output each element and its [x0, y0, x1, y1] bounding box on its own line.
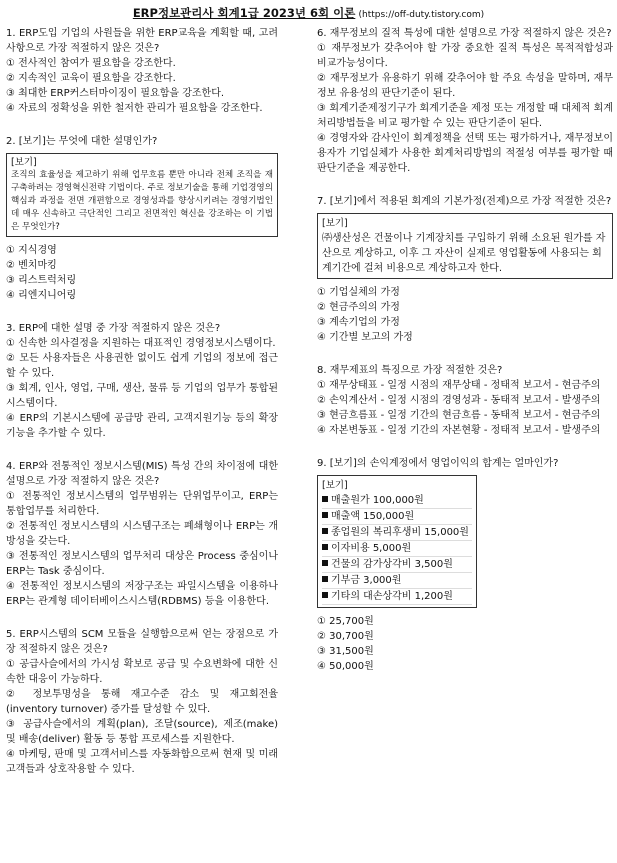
option-3: ③ 전통적인 정보시스템의 업무처리 대상은 Process 중심이나 ERP는 Task 중심이다.	[6, 551, 278, 577]
option-3: ③ 계속기업의 가정	[317, 317, 400, 328]
list-item: 건물의 감가상각비 3,500원	[322, 557, 472, 573]
option-1: ① 신속한 의사결정을 지원하는 대표적인 경영정보시스템이다.	[6, 338, 276, 349]
option-3: ③ 회계기준제정기구가 회계기준을 제정 또는 개정할 때 대체적 회계처리방법들을 비교 평가할 수 있는 판단기준이 된다.	[317, 103, 613, 129]
question-4	[6, 459, 278, 609]
square-bullet-icon	[322, 592, 328, 598]
option-3: ③ 최대한 ERP커스터마이징이 필요함을 강조한다.	[6, 88, 225, 99]
source-url: (https://off-duty.tistory.com)	[358, 10, 485, 20]
option-4: ④ 50,000원	[317, 661, 374, 672]
left-column	[6, 26, 278, 795]
question-text: 1. ERP도입 기업의 사원들을 위한 ERP교육을 계획할 때, 고려사항으로 가장 적절하지 않은 것은?	[6, 28, 278, 54]
option-3: ③ 회계, 인사, 영업, 구매, 생산, 물류 등 기업의 업무가 통합된 시스템이다.	[6, 383, 278, 409]
question-8	[317, 363, 613, 438]
option-1: ① 재무정보가 갖추어야 할 가장 중요한 질적 특성은 목적적합성과 비교가능성이다.	[317, 43, 613, 69]
option-1: ① 전통적인 정보시스템의 업무범위는 단위업무이고, ERP는 통합업무를 처리한다.	[6, 491, 278, 517]
option-2: ② 모든 사용자들은 사용권한 없이도 쉽게 기업의 정보에 접근할 수 있다.	[6, 353, 278, 379]
example-box	[317, 475, 477, 608]
option-4: ④ ERP의 기본시스템에 공급망 관리, 고객지원기능 등의 확장기능을 추가할 수 있다.	[6, 413, 278, 439]
question-text: 9. [보기]의 손익계정에서 영업이익의 합계는 얼마인가?	[317, 458, 559, 469]
question-9	[317, 456, 613, 674]
option-4: ④ 기간별 보고의 가정	[317, 332, 413, 343]
option-2: ② 현금주의의 가정	[317, 302, 400, 313]
list-item: 매출원가 100,000원	[322, 493, 472, 509]
example-box-label: [보기]	[322, 480, 348, 491]
example-box-label: [보기]	[11, 157, 37, 168]
question-text: 7. [보기]에서 적용된 회계의 기본가정(전제)으로 가장 적절한 것은?	[317, 196, 612, 207]
option-3: ③ 공급사슬에서의 계획(plan), 조달(source), 제조(make) 및 배송(deliver) 활동 등 통합 프로세스를 지원한다.	[6, 719, 278, 745]
list-item: 기타의 대손상각비 1,200원	[322, 589, 472, 605]
question-3	[6, 321, 278, 441]
question-7	[317, 194, 613, 345]
square-bullet-icon	[322, 576, 328, 582]
right-column	[317, 26, 613, 692]
question-2	[6, 134, 278, 303]
example-box-label: [보기]	[322, 218, 348, 229]
square-bullet-icon	[322, 496, 328, 502]
list-item: 이자비용 5,000원	[322, 541, 472, 557]
option-2: ② 손익계산서 - 일정 시점의 경영성과 - 동태적 보고서 - 발생주의	[317, 395, 601, 406]
option-4: ④ 자료의 정확성을 위한 철저한 관리가 필요함을 강조한다.	[6, 103, 263, 114]
option-4: ④ 자본변동표 - 일정 기간의 자본현황 - 정태적 보고서 - 발생주의	[317, 425, 601, 436]
question-5	[6, 627, 278, 777]
option-1: ① 전사적인 참여가 필요함을 강조한다.	[6, 58, 176, 69]
question-text: 8. 재무제표의 특징으로 가장 적절한 것은?	[317, 365, 503, 376]
option-2: ② 지속적인 교육이 필요함을 강조한다.	[6, 73, 176, 84]
option-2: ② 전통적인 정보시스템의 시스템구조는 폐쇄형이나 ERP는 개방성을 갖는다.	[6, 521, 278, 547]
example-box	[317, 213, 613, 279]
page-title: ERP정보관리사 회계1급 2023년 6회 이론	[132, 6, 356, 20]
option-3: ③ 31,500원	[317, 646, 374, 657]
option-1: ① 공급사슬에서의 가시성 확보로 공급 및 수요변화에 대한 신속한 대응이 가능하다.	[6, 659, 278, 685]
option-2: ② 재무정보가 유용하기 위해 갖추어야 할 주요 속성을 말하며, 재무정보 유용성의 판단기준이 된다.	[317, 73, 613, 99]
square-bullet-icon	[322, 528, 328, 534]
question-text: 5. ERP시스템의 SCM 모듈을 실행함으로써 얻는 장점으로 가장 적절하지 않은 것은?	[6, 629, 278, 655]
option-1: ① 25,700원	[317, 616, 374, 627]
option-1: ① 기업실체의 가정	[317, 287, 400, 298]
list-item: 종업원의 복리후생비 15,000원	[322, 525, 472, 541]
question-6	[317, 26, 613, 176]
square-bullet-icon	[322, 560, 328, 566]
option-3: ③ 현금흐름표 - 일정 기간의 현금흐름 - 동태적 보고서 - 현금주의	[317, 410, 601, 421]
option-4: ④ 전통적인 정보시스템의 저장구조는 파일시스템을 이용하나 ERP는 관계형 데이터베이스시스템(RDBMS) 등을 이용한다.	[6, 581, 278, 607]
square-bullet-icon	[322, 544, 328, 550]
question-text: 6. 재무정보의 질적 특성에 대한 설명으로 가장 적절하지 않은 것은?	[317, 28, 612, 39]
example-box-text: 조직의 효율성을 제고하기 위해 업무흐름 뿐만 아니라 전체 조직을 재구축하려는 경영혁신전략 기법이다. 주로 정보기술을 통해 기업경영의 핵심과 과정을 전면 개편함으로 경영성과를 향상시키려는 경영기법인데 매우 신속하고 극단적인 그리고 전면적인 혁신을 강조하는 이 기법은 무엇인가?	[11, 170, 273, 232]
question-text: 2. [보기]는 무엇에 대한 설명인가?	[6, 136, 158, 147]
option-4: ④ 마케팅, 판매 및 고객서비스를 자동화함으로써 현재 및 미래 고객들과 상호작용할 수 있다.	[6, 749, 278, 775]
option-4: ④ 경영자와 감사인이 회계정책을 선택 또는 평가하거나, 재무정보이용자가 기업실체가 사용한 회계처리방법의 적절성 여부를 평가할 때 판단기준을 제공한다.	[317, 133, 613, 174]
option-3: ③ 리스트럭처링	[6, 275, 77, 286]
question-text: 3. ERP에 대한 설명 중 가장 적절하지 않은 것은?	[6, 323, 221, 334]
list-item: 기부금 3,000원	[322, 573, 472, 589]
example-box-text: ㈜생산성은 건물이나 기계장치를 구입하기 위해 소요된 원가를 자산으로 계상하고, 이후 그 자산이 실제로 영업활동에 사용되는 회계기간에 걸쳐 비용으로 계상하고자 한다.	[322, 233, 606, 274]
question-1	[6, 26, 278, 116]
list-item: 매출액 150,000원	[322, 509, 472, 525]
square-bullet-icon	[322, 512, 328, 518]
option-4: ④ 리엔지니어링	[6, 290, 77, 301]
option-2: ② 정보투명성을 통해 재고수준 감소 및 재고회전율(inventory turnover) 증가를 달성할 수 있다.	[6, 689, 278, 715]
example-box	[6, 153, 278, 237]
option-1: ① 재무상태표 - 일정 시점의 재무상태 - 정태적 보고서 - 현금주의	[317, 380, 601, 391]
option-2: ② 30,700원	[317, 631, 374, 642]
page-header	[0, 6, 617, 23]
option-1: ① 지식경영	[6, 245, 57, 256]
option-2: ② 벤치마킹	[6, 260, 57, 271]
question-text: 4. ERP와 전통적인 정보시스템(MIS) 특성 간의 차이점에 대한 설명으로 가장 적절하지 않은 것은?	[6, 461, 278, 487]
